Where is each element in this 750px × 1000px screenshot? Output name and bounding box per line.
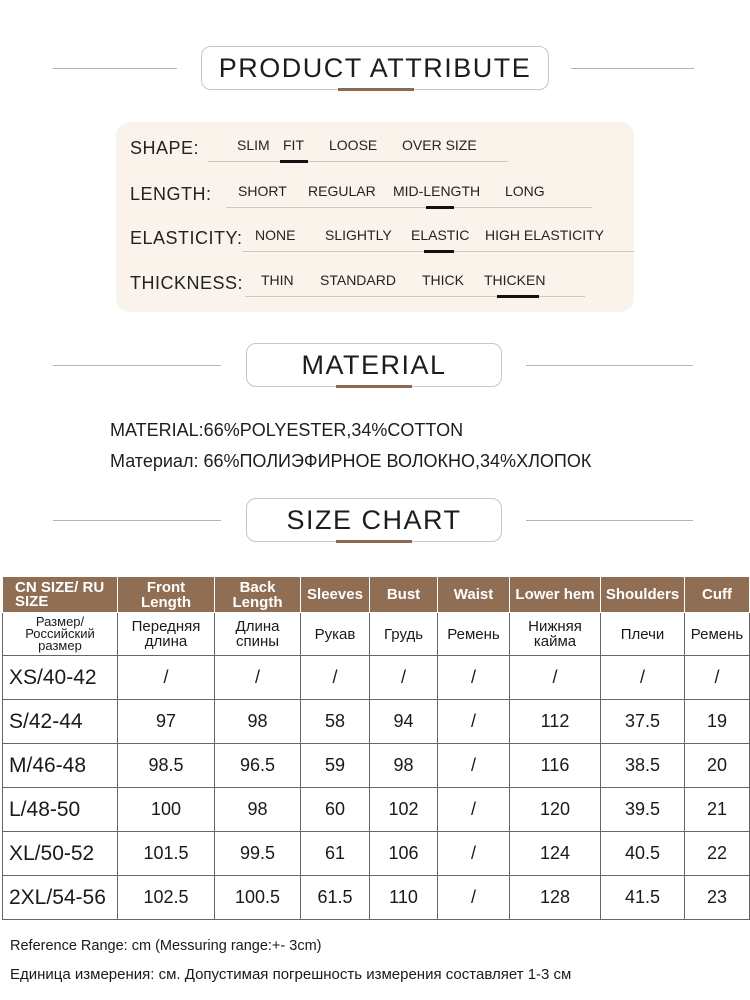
column-header-front-length-ru: Передняя длина — [118, 613, 215, 656]
header-accent-bar — [336, 385, 412, 388]
option-regular: REGULAR — [308, 183, 376, 199]
column-header-front-length: Front Length — [118, 577, 215, 613]
header-divider-right — [526, 520, 693, 521]
column-header-shoulders-ru: Плечи — [601, 613, 685, 656]
measurement-cell: 21 — [685, 788, 750, 832]
header-accent-bar — [336, 540, 412, 543]
column-header-waist: Waist — [438, 577, 510, 613]
measurement-cell: 37.5 — [601, 700, 685, 744]
option-slightly: SLIGHTLY — [325, 227, 392, 243]
section-title: SIZE CHART — [286, 505, 462, 535]
option-elastic: ELASTIC — [411, 227, 470, 243]
column-header-sleeves: Sleeves — [301, 577, 370, 613]
measurement-cell: / — [370, 656, 438, 700]
product-attribute-panel — [116, 122, 634, 312]
selected-marker — [426, 206, 454, 209]
selected-marker — [497, 295, 539, 298]
attribute-row-thickness — [130, 269, 630, 299]
measurement-cell: 101.5 — [118, 832, 215, 876]
column-header-bust: Bust — [370, 577, 438, 613]
measurement-cell: 112 — [510, 700, 601, 744]
column-header-bust-ru: Грудь — [370, 613, 438, 656]
measurement-cell: 19 — [685, 700, 750, 744]
table-row — [3, 832, 750, 876]
measurement-cell: 96.5 — [215, 744, 301, 788]
header-divider-right — [571, 68, 694, 69]
option-long: LONG — [505, 183, 545, 199]
section-title: PRODUCT ATTRIBUTE — [218, 53, 532, 83]
option-slim: SLIM — [237, 137, 270, 153]
measurement-cell: 98 — [215, 788, 301, 832]
measurement-cell: 124 — [510, 832, 601, 876]
size-label-cell: 2XL/54-56 — [3, 876, 118, 920]
measurement-cell: / — [510, 656, 601, 700]
option-underline — [226, 207, 592, 208]
option-none: NONE — [255, 227, 296, 243]
measurement-cell: / — [601, 656, 685, 700]
measurement-cell: 60 — [301, 788, 370, 832]
attribute-label: LENGTH: — [130, 184, 212, 204]
measurement-cell: 61.5 — [301, 876, 370, 920]
measurement-cell: 23 — [685, 876, 750, 920]
attribute-row-shape — [130, 134, 630, 164]
table-row — [3, 744, 750, 788]
column-header-size-ru: Размер/ Российский размер — [3, 613, 118, 656]
option-standard: STANDARD — [320, 272, 396, 288]
option-over-size: OVER SIZE — [402, 137, 477, 153]
measurement-cell: / — [301, 656, 370, 700]
measurement-cell: 58 — [301, 700, 370, 744]
measurement-cell: / — [685, 656, 750, 700]
option-underline — [208, 161, 508, 162]
measurement-cell: / — [438, 876, 510, 920]
header-divider-right — [526, 365, 693, 366]
measurement-cell: / — [118, 656, 215, 700]
size-label-cell: XS/40-42 — [3, 656, 118, 700]
material-composition-en: MATERIAL:66%POLYESTER,34%COTTON — [110, 420, 464, 440]
column-header-waist-ru: Ремень — [438, 613, 510, 656]
column-header-lower-hem-ru: Нижняя кайма — [510, 613, 601, 656]
option-loose: LOOSE — [329, 137, 378, 153]
size-label-cell: S/42-44 — [3, 700, 118, 744]
measurement-note-ru: Единица измерения: см. Допустимая погрешность измерения составляет 1-3 см — [10, 966, 572, 983]
column-header-back-length-ru: Длина спины — [215, 613, 301, 656]
measurement-cell: 102.5 — [118, 876, 215, 920]
size-chart-header — [0, 498, 750, 544]
measurement-cell: 99.5 — [215, 832, 301, 876]
selected-marker — [424, 250, 454, 253]
measurement-cell: 97 — [118, 700, 215, 744]
measurement-cell: 94 — [370, 700, 438, 744]
measurement-cell: 39.5 — [601, 788, 685, 832]
measurement-cell: / — [438, 700, 510, 744]
table-row — [3, 700, 750, 744]
size-chart-table — [2, 576, 750, 920]
attribute-label: ELASTICITY: — [130, 228, 243, 248]
option-thicken: THICKEN — [484, 272, 546, 288]
table-row — [3, 876, 750, 920]
material-composition-ru: Материал: 66%ПОЛИЭФИРНОЕ ВОЛОКНО,34%ХЛОПОК — [110, 451, 592, 471]
attribute-label: THICKNESS: — [130, 273, 244, 293]
measurement-cell: 41.5 — [601, 876, 685, 920]
header-pill — [201, 46, 549, 90]
table-row — [3, 788, 750, 832]
measurement-cell: 98 — [215, 700, 301, 744]
product-attribute-header — [0, 46, 750, 92]
attribute-label: SHAPE: — [130, 138, 200, 158]
header-pill — [246, 498, 502, 542]
selected-marker — [280, 160, 308, 163]
measurement-cell: 40.5 — [601, 832, 685, 876]
measurement-cell: 102 — [370, 788, 438, 832]
column-header-size: CN SIZE/ RU SIZE — [3, 577, 118, 613]
attribute-row-elasticity — [130, 224, 640, 254]
measurement-cell: / — [438, 788, 510, 832]
table-header-row — [3, 577, 750, 613]
section-title: MATERIAL — [301, 350, 447, 380]
table-row — [3, 656, 750, 700]
measurement-cell: / — [438, 744, 510, 788]
measurement-cell: / — [438, 656, 510, 700]
header-accent-bar — [338, 88, 414, 91]
measurement-cell: 128 — [510, 876, 601, 920]
option-mid-length: MID-LENGTH — [393, 183, 481, 199]
measurement-cell: 106 — [370, 832, 438, 876]
measurement-cell: 100 — [118, 788, 215, 832]
measurement-cell: 110 — [370, 876, 438, 920]
option-thick: THICK — [422, 272, 464, 288]
measurement-cell: 59 — [301, 744, 370, 788]
column-header-cuff: Cuff — [685, 577, 750, 613]
measurement-cell: 38.5 — [601, 744, 685, 788]
attribute-row-length — [130, 180, 630, 210]
size-label-cell: M/46-48 — [3, 744, 118, 788]
measurement-cell: 20 — [685, 744, 750, 788]
measurement-cell: 22 — [685, 832, 750, 876]
size-label-cell: L/48-50 — [3, 788, 118, 832]
header-divider-left — [53, 520, 221, 521]
measurement-cell: 98 — [370, 744, 438, 788]
column-header-sleeves-ru: Рукав — [301, 613, 370, 656]
column-header-shoulders: Shoulders — [601, 577, 685, 613]
header-divider-left — [53, 365, 221, 366]
measurement-cell: 120 — [510, 788, 601, 832]
material-header — [0, 343, 750, 389]
measurement-cell: 116 — [510, 744, 601, 788]
measurement-cell: / — [438, 832, 510, 876]
size-label-cell: XL/50-52 — [3, 832, 118, 876]
option-fit: FIT — [283, 137, 304, 153]
column-header-cuff-ru: Ремень — [685, 613, 750, 656]
option-thin: THIN — [261, 272, 294, 288]
option-high-elasticity: HIGH ELASTICITY — [485, 227, 605, 243]
measurement-cell: 100.5 — [215, 876, 301, 920]
header-divider-left — [53, 68, 177, 69]
column-header-lower-hem: Lower hem — [510, 577, 601, 613]
option-short: SHORT — [238, 183, 287, 199]
measurement-note-en: Reference Range: cm (Messuring range:+- 3cm) — [10, 938, 322, 954]
measurement-cell: 61 — [301, 832, 370, 876]
measurement-cell: 98.5 — [118, 744, 215, 788]
column-header-back-length: Back Length — [215, 577, 301, 613]
header-pill — [246, 343, 502, 387]
measurement-cell: / — [215, 656, 301, 700]
table-header-row-ru — [3, 613, 750, 656]
